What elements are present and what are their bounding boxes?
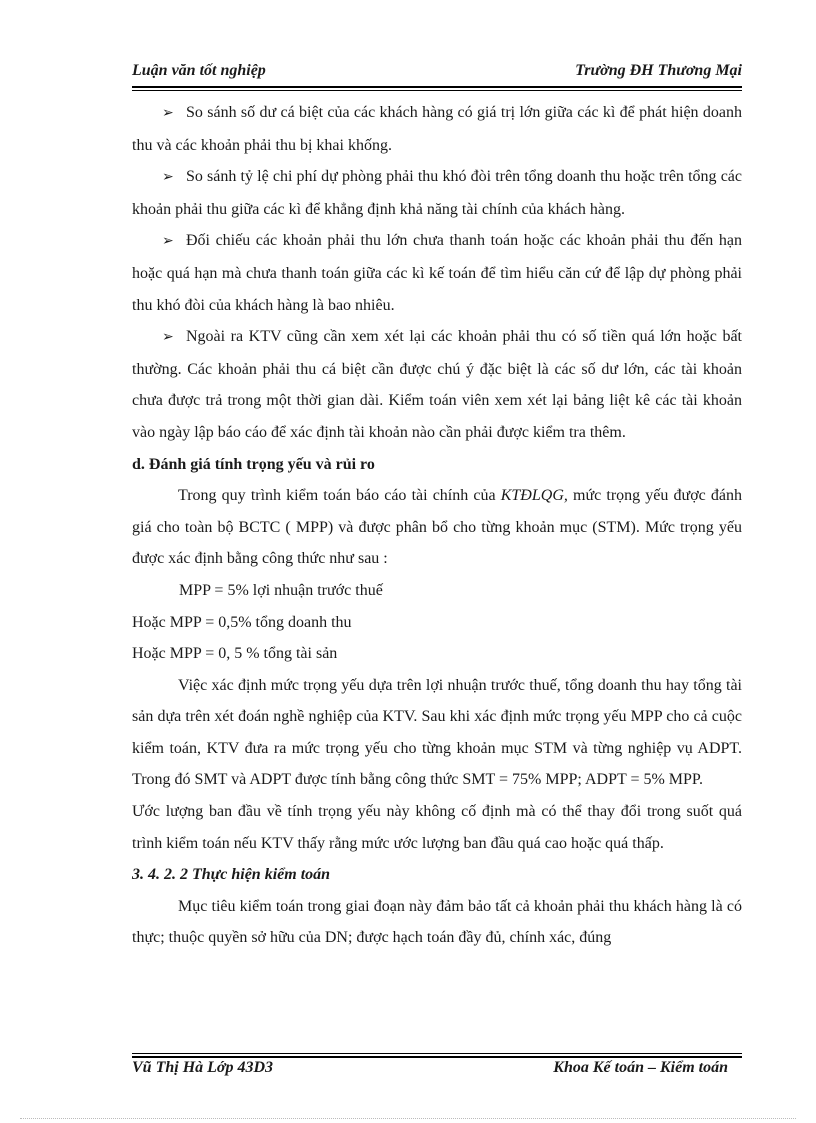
bullet-text: So sánh số dư cá biệt của các khách hàng có giá trị lớn giữa các kì để phát hiện doanh thu và các khoản phải thu bị khai khống. xyxy=(132,104,742,154)
formula-line-2: Hoặc MPP = 0,5% tổng doanh thu xyxy=(132,613,352,631)
footer-rule-thin xyxy=(132,1053,742,1054)
page-footer xyxy=(132,1053,742,1093)
arrow-bullet-icon: ➢ xyxy=(162,330,174,346)
paragraph-text: Trong quy trình kiểm toán báo cáo tài chính của xyxy=(178,487,501,505)
bullet-item xyxy=(132,321,742,448)
bullet-text: Đối chiếu các khoản phải thu lớn chưa thanh toán hoặc các khoản phải thu đến hạn hoặc quá hạn mà chưa thanh toán giữa các kì kế toán để tìm hiểu căn cứ để lập dự phòng phải thu khó đòi của khách hàng là bao nhiêu. xyxy=(132,232,742,314)
arrow-bullet-icon: ➢ xyxy=(162,106,174,121)
footer-faculty-label: Khoa Kế toán – Kiểm toán xyxy=(553,1059,728,1076)
section-heading-d: d. Đánh giá tính trọng yếu và rủi ro xyxy=(132,455,375,473)
paragraph-materiality-intro xyxy=(132,480,742,575)
header-thesis-label: Luận văn tốt nghiệp xyxy=(132,62,266,79)
paragraph-text: mức trọng yếu được đánh giá cho toàn bộ BCTC ( MPP) và được phân bổ cho từng khoản mục (STM). Mức trọng yếu được xác định bằng công thức như sau : xyxy=(132,487,742,568)
footer-rule-thick xyxy=(132,1056,742,1058)
arrow-bullet-icon: ➢ xyxy=(162,234,174,250)
header-rule-thin xyxy=(132,90,742,91)
paragraph-audit-objective: Mục tiêu kiểm toán trong giai đoạn này đảm bảo tất cả khoản phải thu khách hàng là có thực; thuộc quyền sở hữu của DN; được hạch toán đầy đủ, chính xác, đúng xyxy=(132,897,742,947)
footer-author-label: Vũ Thị Hà Lớp 43D3 xyxy=(132,1059,274,1076)
header-rule-thick xyxy=(132,86,742,88)
paragraph-materiality-detail: Việc xác định mức trọng yếu dựa trên lợi nhuận trước thuế, tổng doanh thu hay tổng tài sản dựa trên xét đoán nghề nghiệp của KTV. Sau khi xác định mức trọng yếu MPP cho cả cuộc kiểm toán, KTV đưa ra mức trọng yếu cho từng khoản mục STM và từng nghiệp vụ ADPT. Trong đó SMT và ADPT được tính bằng công thức SMT = 75% MPP; ADPT = 5% MPP. xyxy=(132,676,742,789)
bullet-item xyxy=(132,97,742,161)
bullet-item xyxy=(132,225,742,321)
page-bottom-dotted-line xyxy=(20,1118,796,1119)
bullet-text: Ngoài ra KTV cũng cần xem xét lại các khoản phải thu có số tiền quá lớn hoặc bất thường. Các khoản phải thu cá biệt cần được chú ý đặc biệt là các số dư lớn, các tài khoản chưa được trả trong một thời gian dài. Kiểm toán viên xem xét lại bảng liệt kê các tài khoản vào ngày lập báo cáo để xác định tài khoản nào cần phải được kiểm tra thêm. xyxy=(132,328,742,441)
bullet-text: So sánh tỷ lệ chi phí dự phòng phải thu khó đòi trên tổng doanh thu hoặc trên tổng các khoản phải thu giữa các kì để khẳng định khả năng tài chính của khách hàng. xyxy=(132,168,742,218)
paragraph-initial-estimate: Ước lượng ban đầu về tính trọng yếu này không cố định mà có thể thay đổi trong suốt quá trình kiểm toán nếu KTV thấy rằng mức ước lượng ban đầu quá cao hoặc quá thấp. xyxy=(132,803,742,852)
section-heading-3422: 3. 4. 2. 2 Thực hiện kiểm toán xyxy=(132,866,331,884)
document-body xyxy=(132,97,742,954)
formula-line-3: Hoặc MPP = 0, 5 % tổng tài sản xyxy=(132,645,338,663)
bullet-item xyxy=(132,161,742,225)
arrow-bullet-icon: ➢ xyxy=(162,170,174,186)
header-university-label: Trường ĐH Thương Mại xyxy=(575,62,742,79)
formula-line-1: MPP = 5% lợi nhuận trước thuế xyxy=(179,581,383,599)
paragraph-italic-term: KTĐLQG, xyxy=(500,487,568,505)
page-header xyxy=(132,58,742,88)
